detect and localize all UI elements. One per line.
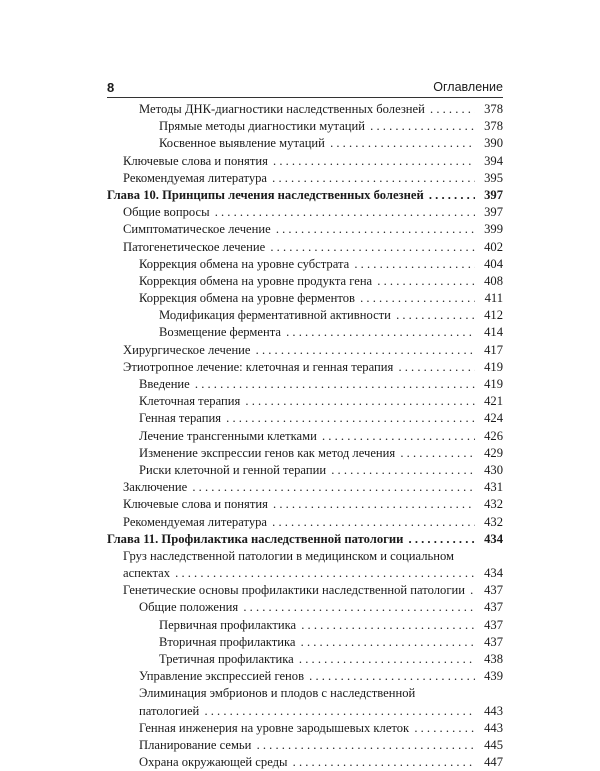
toc-entry[interactable] [107, 324, 503, 341]
toc-entry[interactable] [107, 376, 503, 393]
toc-page-number: 397 [480, 204, 503, 221]
toc-entry-title: Охрана окружающей среды [139, 755, 288, 770]
toc-entry[interactable] [107, 445, 503, 462]
page-header [107, 80, 503, 98]
toc-entry-title: Общие положения [139, 600, 239, 615]
toc-page-number: 424 [480, 410, 503, 427]
toc-entry[interactable] [107, 410, 503, 427]
toc-page-number: 445 [480, 737, 503, 754]
toc-entry[interactable] [107, 496, 503, 513]
toc-entry-title: Управление экспрессией генов [139, 669, 305, 684]
toc-entry-title: Изменение экспрессии генов как метод лечения [139, 445, 396, 460]
toc-page-number: 395 [480, 170, 503, 187]
toc-entry-title: Коррекция обмена на уровне субстрата [139, 256, 350, 271]
toc-entry-title: Модификация ферментативной активности [159, 308, 391, 323]
toc-page-number: 437 [480, 634, 503, 651]
toc-entry[interactable] [107, 256, 503, 273]
toc-entry-title-continued: аспектах [123, 566, 171, 581]
toc-chapter-entry[interactable] [107, 531, 503, 548]
toc-entry-title-continued: патологией [139, 703, 200, 718]
toc-page-number: 434 [480, 565, 503, 582]
toc-page-number: 404 [480, 256, 503, 273]
toc-page-number: 378 [480, 101, 503, 118]
toc-entry[interactable] [107, 221, 503, 238]
toc-entry-title: Ключевые слова и понятия [123, 153, 268, 168]
toc-entry[interactable] [107, 668, 503, 685]
toc-entry[interactable] [107, 393, 503, 410]
toc-page-number: 437 [480, 599, 503, 616]
toc-entry[interactable] [107, 118, 503, 135]
toc-page-number: 443 [480, 720, 503, 737]
toc-page-number: 437 [480, 582, 503, 599]
toc-entry[interactable] [107, 685, 503, 719]
toc-entry[interactable] [107, 617, 503, 634]
toc-page-number: 412 [480, 307, 503, 324]
toc-entry-title: Рекомендуемая литература [123, 514, 268, 529]
toc-page-number: 394 [480, 153, 503, 170]
toc-entry[interactable] [107, 359, 503, 376]
toc-entry-title: Ключевые слова и понятия [123, 497, 268, 512]
toc-entry-title: Первичная профилактика [159, 617, 297, 632]
toc-entry[interactable] [107, 462, 503, 479]
page-number: 8 [107, 80, 115, 95]
toc-entry-title: Возмещение фермента [159, 325, 281, 340]
toc-entry-title: Третичная профилактика [159, 652, 294, 667]
toc-entry-title: Рекомендуемая литература [123, 170, 268, 185]
toc-entry-title: Прямые методы диагностики мутаций [159, 119, 366, 134]
toc-page-number: 419 [480, 376, 503, 393]
toc-entry-title: Методы ДНК-диагностики наследственных болезней [139, 102, 425, 116]
toc-entry[interactable] [107, 754, 503, 771]
toc-page-number: 438 [480, 651, 503, 668]
toc-page-number: 397 [480, 187, 503, 204]
toc-entry-title: Коррекция обмена на уровне продукта гена [139, 273, 373, 288]
toc-page-number: 378 [480, 118, 503, 135]
toc-entry[interactable] [107, 479, 503, 496]
toc-entry[interactable] [107, 101, 503, 118]
toc-page-number: 443 [480, 703, 503, 720]
toc-entry-title: Вторичная профилактика [159, 634, 296, 649]
toc-page-number: 408 [480, 273, 503, 290]
toc-entry-title: Заключение [123, 480, 188, 495]
toc-page-number: 431 [480, 479, 503, 496]
toc-entry[interactable] [107, 239, 503, 256]
toc-entry-title: Элиминация эмбрионов и плодов с наследственной [139, 686, 416, 701]
toc-entry[interactable] [107, 170, 503, 187]
table-of-contents [107, 101, 503, 771]
toc-entry-title: Этиотропное лечение: клеточная и генная терапия [123, 359, 394, 374]
toc-entry-title: Патогенетическое лечение [123, 239, 266, 254]
toc-entry-title: Генетические основы профилактики наследственной патологии [123, 583, 465, 598]
toc-entry-title: Генная терапия [139, 411, 222, 426]
toc-page-number: 402 [480, 239, 503, 256]
toc-entry-title: Симптоматическое лечение [123, 222, 271, 237]
toc-page-number: 414 [480, 324, 503, 341]
toc-page-number: 417 [480, 342, 503, 359]
toc-entry[interactable] [107, 204, 503, 221]
toc-entry-title: Планирование семьи [139, 737, 252, 752]
toc-entry[interactable] [107, 153, 503, 170]
toc-page-number: 437 [480, 617, 503, 634]
toc-page-number: 399 [480, 221, 503, 238]
toc-entry[interactable] [107, 651, 503, 668]
toc-entry-title: Лечение трансгенными клетками [139, 428, 317, 443]
toc-entry[interactable] [107, 273, 503, 290]
toc-entry[interactable] [107, 720, 503, 737]
toc-entry-title: Генная инженерия на уровне зародышевых клеток [139, 720, 410, 735]
header-divider [107, 97, 503, 98]
toc-page-number: 439 [480, 668, 503, 685]
toc-page-number: 447 [480, 754, 503, 771]
toc-entry[interactable] [107, 135, 503, 152]
toc-page-number: 419 [480, 359, 503, 376]
toc-entry[interactable] [107, 582, 503, 599]
toc-entry[interactable] [107, 548, 503, 582]
toc-entry[interactable] [107, 428, 503, 445]
toc-entry-title: Клеточная терапия [139, 394, 241, 409]
toc-page-number: 429 [480, 445, 503, 462]
toc-page-number: 426 [480, 428, 503, 445]
toc-entry-title: Хирургическое лечение [123, 342, 251, 357]
toc-entry-title: Введение [139, 377, 190, 391]
toc-entry-title: Риски клеточной и генной терапии [139, 462, 327, 477]
toc-entry-title: Глава 11. Профилактика наследственной патологии [107, 531, 404, 546]
toc-page-number: 421 [480, 393, 503, 410]
toc-page-number: 390 [480, 135, 503, 152]
toc-entry[interactable] [107, 737, 503, 754]
toc-entry[interactable] [107, 307, 503, 324]
toc-page-number: 432 [480, 496, 503, 513]
toc-page-number: 430 [480, 462, 503, 479]
toc-entry[interactable] [107, 290, 503, 307]
toc-page-number: 432 [480, 514, 503, 531]
toc-entry[interactable] [107, 599, 503, 616]
toc-page-number: 434 [480, 531, 503, 548]
toc-chapter-entry[interactable] [107, 187, 503, 204]
toc-entry[interactable] [107, 634, 503, 651]
toc-page-number: 411 [481, 290, 503, 307]
toc-entry-title: Глава 10. Принципы лечения наследственных болезней [107, 187, 424, 202]
toc-entry-title: Груз наследственной патологии в медицинском и социальном [123, 548, 454, 563]
toc-entry-title: Коррекция обмена на уровне ферментов [139, 291, 355, 306]
toc-entry[interactable] [107, 342, 503, 359]
toc-entry-title: Косвенное выявление мутаций [159, 136, 325, 151]
toc-entry[interactable] [107, 514, 503, 531]
toc-entry-title: Общие вопросы [123, 205, 210, 220]
running-title: Оглавление [433, 80, 503, 94]
